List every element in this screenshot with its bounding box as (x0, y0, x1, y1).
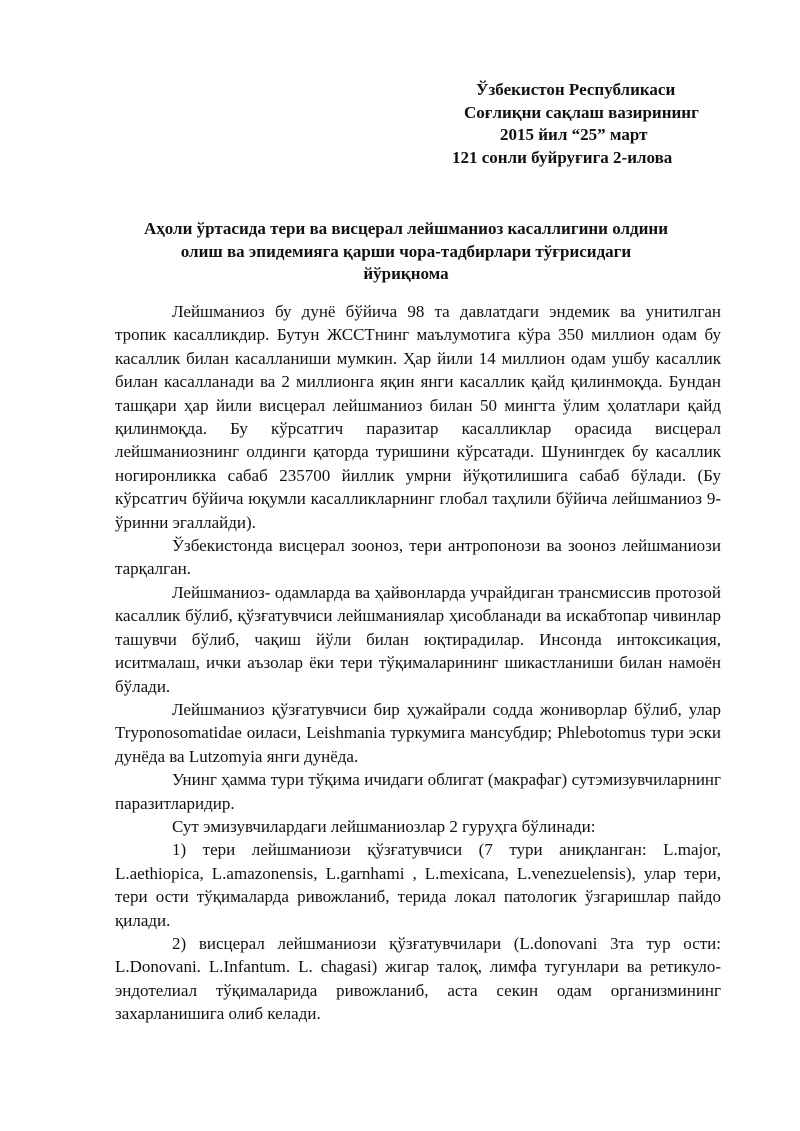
header-line-date: 2015 йил “25” март (500, 125, 648, 144)
title-line-2: олиш ва эпидемияга қарши чора-тадбирлари тўғрисидаги (180, 241, 632, 261)
document-body (115, 300, 721, 1026)
header-line-order: 121 сонли буйруғига 2-илова (452, 147, 673, 167)
paragraph-8: 2) висцерал лейшманиози қўзғатувчилари (L.donovani 3та тур ости: L.Donovani. L.Infantum. L. chagasi) жигар талоқ, лимфа тугунлари ва ретикуло- эндотелиал тўқималарида ривожланиб, аста секин одам организмининг захарланишига олиб келади. (115, 933, 721, 1024)
header-line-republic: Ўзбекистон Республикаси (476, 80, 676, 99)
title-line-3: йўриқнома (363, 264, 449, 283)
paragraph-5: Унинг ҳамма тури тўқима ичидаги облигат (макрафаг) сутэмизувчиларнинг паразитларидир. (115, 770, 721, 813)
document-title (100, 218, 712, 286)
order-header (452, 79, 752, 169)
paragraph-2: Ўзбекистонда висцерал зооноз, тери антропонози ва зооноз лейшманиози тарқалган. (115, 536, 721, 579)
paragraph-4: Лейшманиоз қўзғатувчиси бир ҳужайрали содда жониворлар бўлиб, улар Tryponosomatidae оиласи, Leishmania туркумига мансубдир; Phlebotomus тури эски дунёда ва Lutzomyia янги дунёда. (115, 699, 721, 766)
paragraph-3: Лейшманиоз- одамларда ва ҳайвонларда учрайдиган трансмиссив протозой касаллик бўлиб, қўзғатувчиси лейшманиялар ҳисобланади ва искабтопар чивинлар ташувчи бўлиб, чақиш йўли билан юқтирадилар. Инсонда интоксикация, иситмалаш, ички аъзолар ёки тери тўқималарининг шикастланиши билан намоён бўлади. (115, 582, 721, 696)
title-line-1: Аҳоли ўртасида тери ва висцерал лейшманиоз касаллигини олдини (143, 219, 669, 238)
paragraph-6: Сут эмизувчилардаги лейшманиозлар 2 гуруҳга бўлинади: (172, 816, 596, 836)
paragraph-7: 1) тери лейшманиози қўзғатувчиси (7 тури аниқланган: L.major, L.aethiopica, L.amazonensis, L.garnhami , L.mexicana, L.venezuelensis), улар тери, тери ости тўқималарда ривожланиб, терида локал патологик ўзгаришлар пайдо қилади. (115, 840, 721, 930)
header-line-ministry: Соғлиқни сақлаш вазирининг (464, 102, 699, 122)
paragraph-1: Лейшманиоз бу дунё бўйича 98 та давлатдаги эндемик ва унитилган тропик касалликдир. Бутун ЖССТнинг маълумотига кўра 350 миллион одам бу касаллик билан касалланиши мумкин. Ҳар йили 14 миллион одам ушбу касаллик билан касалланади ва 2 миллионга яқин янги касаллик қайд қилинмоқда. Бундан ташқари ҳар йили висцерал лейшманиоз билан 50 мингта ўлим ҳолатлари қайд қилинмоқда. Бу кўрсатгич паразитар касалликлар орасида висцерал лейшманиознинг олдинги қаторда туришини кўрсатади. Шунингдек бу касаллик ногиронликка сабаб 235700 йиллик умрни йўқотилишига сабаб бўлади. (Бу кўрсатгич бўйича юқумли касалликларнинг глобал таҳлили бўйича лейшманиоз 9-ўринни эгаллайди). (115, 302, 721, 532)
